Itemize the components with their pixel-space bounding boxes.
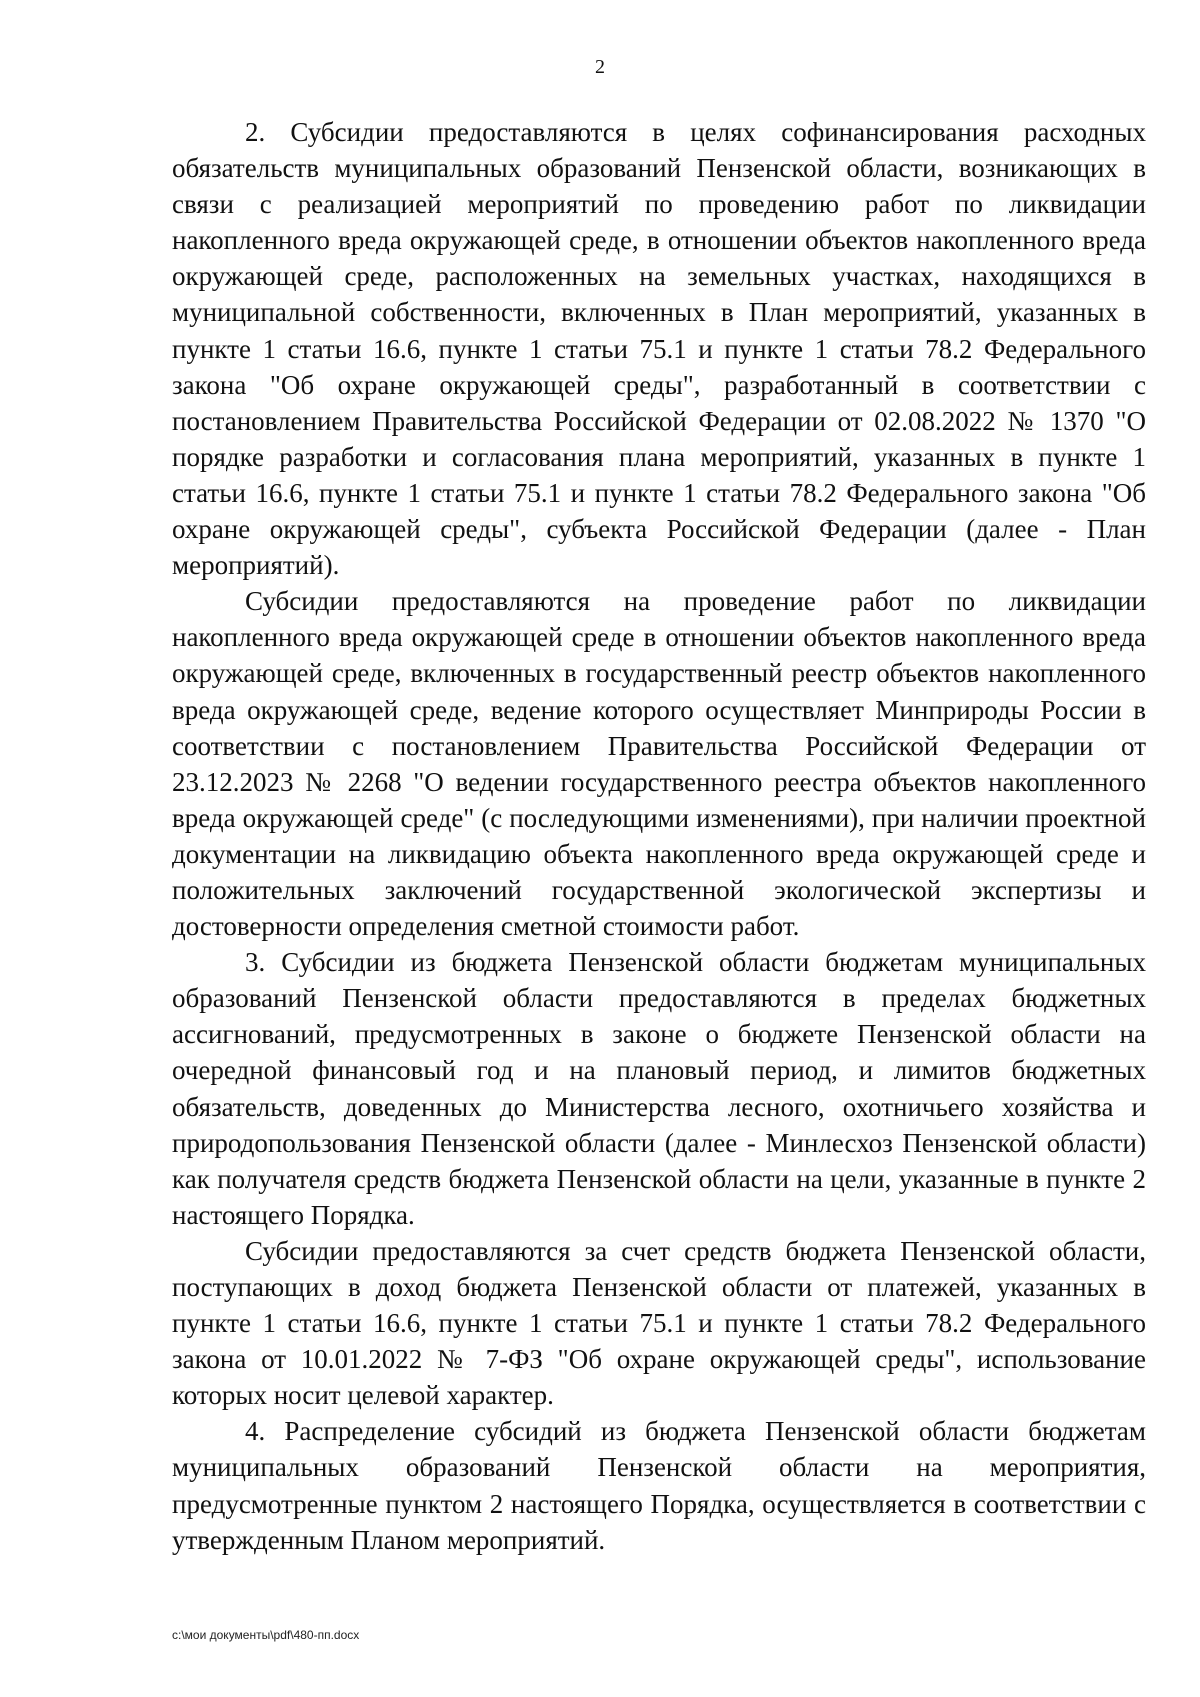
footer-file-path: c:\мои документы\pdf\480-пп.docx — [172, 1628, 360, 1642]
paragraph-2: 2. Субсидии предоставляются в целях софинансирования расходных обязательств муниципальных образований Пензенской области, возникающих в связи с реализацией мероприятий по проведению работ по ликвидации накопленного вреда окружающей среде, в отношении объектов накопленного вреда окружающей среде, расположенных на земельных участках, находящихся в муниципальной собственности, включенных в План мероприятий, указанных в пункте 1 статьи 16.6, пункте 1 статьи 75.1 и пункте 1 статьи 78.2 Федерального закона "Об охране окружающей среды", разработанный в соответствии с постановлением Правительства Российской Федерации от 02.08.2022 № 1370 "О порядке разработки и согласования плана мероприятий, указанных в пункте 1 статьи 16.6, пункте 1 статьи 75.1 и пункте 1 статьи 78.2 Федерального закона "Об охране окружающей среды", субъекта Российской Федерации (далее - План мероприятий). — [172, 117, 1146, 581]
paragraph-4: 4. Распределение субсидий из бюджета Пензенской области бюджетам муниципальных образований Пензенской области на мероприятия, предусмотренные пунктом 2 настоящего Порядка, осуществляется в соответствии с утвержденным Планом мероприятий. — [172, 1416, 1146, 1555]
paragraph-2-subsidies-purpose: Субсидии предоставляются на проведение работ по ликвидации накопленного вреда окружающей среде в отношении объектов накопленного вреда окружающей среде, включенных в государственный реестр объектов накопленного вреда окружающей среде, ведение которого осуществляет Минприроды России в соответствии с постановлением Правительства Российской Федерации от 23.12.2023 № 2268 "О ведении государственного реестра объектов накопленного вреда окружающей среде" (с последующими изменениями), при наличии проектной документации на ликвидацию объекта накопленного вреда окружающей среде и положительных заключений государственной экологической экспертизы и достоверности определения сметной стоимости работ. — [172, 586, 1146, 942]
page-number: 2 — [595, 56, 605, 78]
paragraph-3: 3. Субсидии из бюджета Пензенской области бюджетам муниципальных образований Пензенской области предоставляются в пределах бюджетных ассигнований, предусмотренных в законе о бюджете Пензенской области на очередной финансовый год и на плановый период, и лимитов бюджетных обязательств, доведенных до Министерства лесного, охотничьего хозяйства и природопользования Пензенской области (далее - Минлесхоз Пензенской области) как получателя средств бюджета Пензенской области на цели, указанные в пункте 2 настоящего Порядка. — [172, 947, 1146, 1230]
document-body — [172, 114, 1146, 1558]
paragraph-3-funding-source: Субсидии предоставляются за счет средств бюджета Пензенской области, поступающих в доход бюджета Пензенской области от платежей, указанных в пункте 1 статьи 16.6, пункте 1 статьи 75.1 и пункте 1 статьи 78.2 Федерального закона от 10.01.2022 № 7-ФЗ "Об охране окружающей среды", использование которых носит целевой характер. — [172, 1235, 1146, 1411]
